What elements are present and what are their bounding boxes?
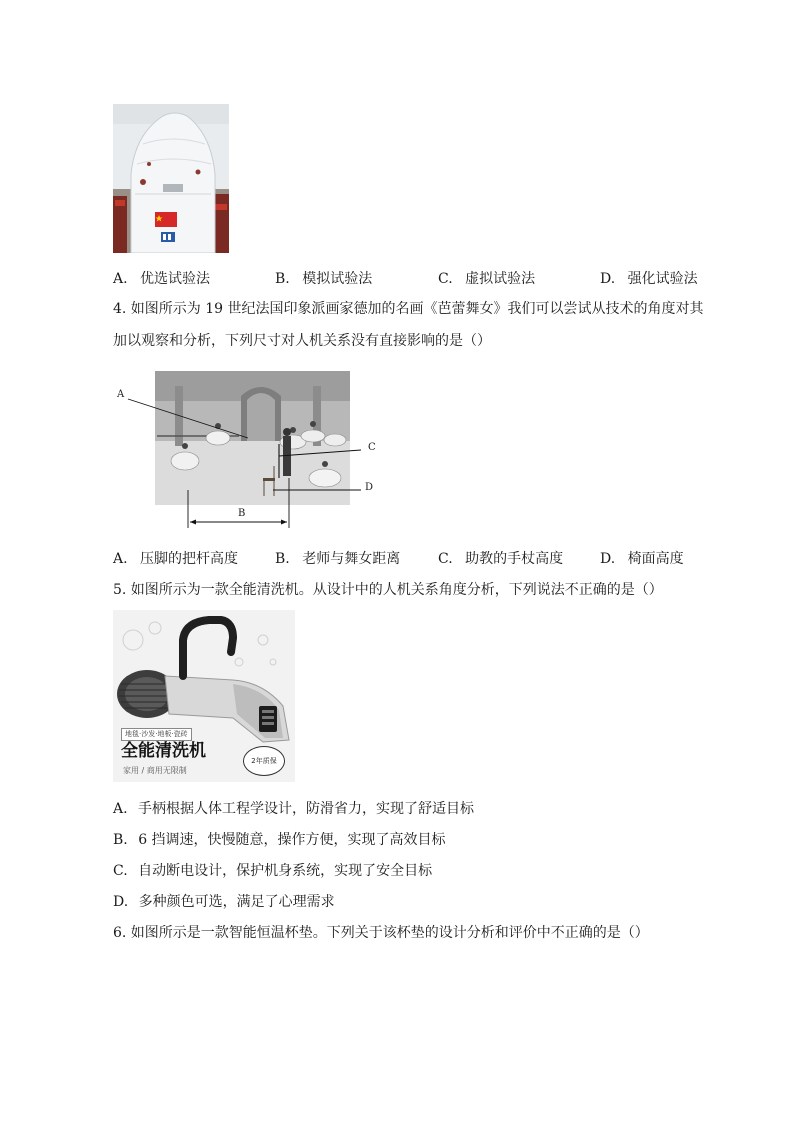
spacecraft-photo	[113, 104, 229, 253]
q4-stem-line-2: 加以观察和分析，下列尺寸对人机关系没有直接影响的是（）	[113, 333, 491, 349]
product-tags: 地毯·沙发·地板·瓷砖	[121, 728, 192, 741]
label-d: D	[365, 482, 374, 493]
option-text: 老师与舞女距离	[302, 551, 401, 567]
q5-option-b	[113, 830, 446, 850]
option-text: 模拟试验法	[302, 271, 373, 287]
option-letter: C.	[438, 551, 453, 567]
option-letter: D.	[600, 551, 616, 567]
q5-stem-line-1: 5. 如图所示为一款全能清洗机。从设计中的人机关系角度分析，下列说法不正确的是（）	[113, 582, 663, 598]
q5-option-c	[113, 861, 432, 881]
q3-option-a	[113, 269, 210, 289]
q4-option-c	[438, 549, 563, 569]
q4-option-a	[113, 549, 238, 569]
option-letter: B.	[275, 551, 290, 567]
q5-option-d	[113, 892, 335, 912]
ballet-painting-figure	[113, 366, 393, 528]
q4-option-b	[275, 549, 400, 569]
q3-option-b	[275, 269, 372, 289]
ballet-painting-illustration	[113, 366, 393, 528]
warranty-badge: 2年质保	[243, 746, 285, 776]
option-letter: B.	[275, 271, 290, 287]
option-text: 助教的手杖高度	[465, 551, 564, 567]
q6-stem-line-1: 6. 如图所示是一款智能恒温杯垫。下列关于该杯垫的设计分析和评价中不正确的是（）	[113, 925, 649, 941]
product-subtitle: 家用 / 商用无限制	[123, 766, 187, 775]
option-text: 虚拟试验法	[465, 271, 536, 287]
option-letter: B.	[113, 832, 128, 848]
cleaning-machine-photo	[113, 610, 295, 782]
option-letter: D.	[600, 271, 616, 287]
option-letter: A.	[113, 271, 128, 287]
label-b: B	[238, 508, 246, 519]
q3-option-d	[600, 269, 698, 289]
option-text: 自动断电设计，保护机身系统，实现了安全目标	[138, 863, 433, 879]
spacecraft-illustration	[113, 104, 229, 253]
q4-option-d	[600, 549, 684, 569]
option-letter: C.	[113, 863, 128, 879]
product-title: 全能清洗机	[121, 741, 206, 761]
option-text: 优选试验法	[140, 271, 211, 287]
option-letter: C.	[438, 271, 453, 287]
option-letter: A.	[113, 801, 128, 817]
q4-stem-line-1: 4. 如图所示为 19 世纪法国印象派画家德加的名画《芭蕾舞女》我们可以尝试从技术的角度对其	[113, 301, 704, 317]
q5-option-a	[113, 799, 474, 819]
option-letter: A.	[113, 551, 128, 567]
option-text: 多种颜色可选，满足了心理需求	[138, 894, 335, 910]
option-letter: D.	[113, 894, 129, 910]
option-text: 6 挡调速，快慢随意，操作方便，实现了高效目标	[138, 832, 446, 848]
option-text: 压脚的把杆高度	[140, 551, 239, 567]
option-text: 椅面高度	[627, 551, 684, 567]
label-a: A	[117, 389, 125, 400]
label-c: C	[368, 442, 376, 453]
q3-option-c	[438, 269, 535, 289]
option-text: 手柄根据人体工程学设计，防滑省力，实现了舒适目标	[138, 801, 475, 817]
option-text: 强化试验法	[627, 271, 698, 287]
